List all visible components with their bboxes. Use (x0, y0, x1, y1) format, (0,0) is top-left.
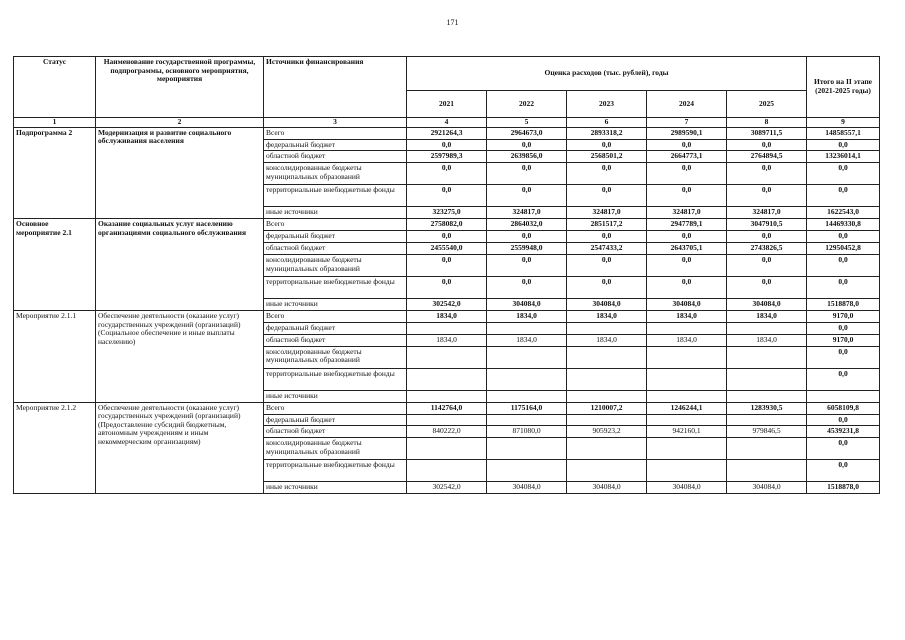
value-cell (407, 460, 487, 482)
source-cell: консолидированные бюджеты муниципальных образований (264, 254, 407, 276)
value-cell: 2559948,0 (487, 242, 567, 254)
value-cell: 2758082,0 (407, 219, 487, 231)
value-cell: 1834,0 (487, 310, 567, 322)
header-status: Статус (14, 57, 96, 118)
source-cell: федеральный бюджет (264, 322, 407, 334)
total-cell (807, 390, 880, 402)
value-cell: 0,0 (407, 276, 487, 298)
value-cell: 1283930,5 (727, 402, 807, 414)
source-cell: территориальные внебюджетные фонды (264, 460, 407, 482)
index-cell: 4 (407, 118, 487, 128)
value-cell (567, 390, 647, 402)
table-row (14, 310, 880, 322)
value-cell (487, 368, 567, 390)
source-cell: федеральный бюджет (264, 414, 407, 426)
index-cell: 1 (14, 118, 96, 128)
value-cell: 2643705,1 (647, 242, 727, 254)
total-cell: 0,0 (807, 460, 880, 482)
source-cell: федеральный бюджет (264, 139, 407, 151)
value-cell: 0,0 (487, 185, 567, 207)
status-cell: Основное мероприятие 2.1 (14, 219, 96, 311)
value-cell (727, 460, 807, 482)
value-cell: 2547433,2 (567, 242, 647, 254)
value-cell: 1175164,0 (487, 402, 567, 414)
value-cell (487, 438, 567, 460)
name-cell: Модернизация и развитие социального обслуживания населения (96, 127, 264, 219)
value-cell: 1834,0 (727, 334, 807, 346)
index-cell: 6 (567, 118, 647, 128)
value-cell (647, 390, 727, 402)
value-cell: 2764894,5 (727, 151, 807, 163)
status-cell: Подпрограмма 2 (14, 127, 96, 219)
total-cell: 0,0 (807, 185, 880, 207)
total-cell: 0,0 (807, 231, 880, 243)
value-cell: 304084,0 (727, 482, 807, 494)
source-cell: консолидированные бюджеты муниципальных образований (264, 346, 407, 368)
value-cell (487, 460, 567, 482)
source-cell: областной бюджет (264, 242, 407, 254)
value-cell: 1834,0 (567, 310, 647, 322)
value-cell: 0,0 (407, 163, 487, 185)
value-cell: 1142764,0 (407, 402, 487, 414)
total-cell: 6058109,8 (807, 402, 880, 414)
source-cell: иные источники (264, 482, 407, 494)
total-cell: 1518878,0 (807, 482, 880, 494)
total-cell: 9170,0 (807, 310, 880, 322)
value-cell: 0,0 (647, 276, 727, 298)
value-cell: 2597989,3 (407, 151, 487, 163)
source-cell: Всего (264, 219, 407, 231)
value-cell: 0,0 (567, 231, 647, 243)
value-cell (487, 414, 567, 426)
value-cell: 304084,0 (567, 482, 647, 494)
value-cell (727, 346, 807, 368)
value-cell: 2947789,1 (647, 219, 727, 231)
value-cell: 302542,0 (407, 298, 487, 310)
header-total: Итого на II этапе (2021-2025 годы) (807, 57, 880, 118)
index-cell: 3 (264, 118, 407, 128)
total-cell: 0,0 (807, 322, 880, 334)
source-cell: областной бюджет (264, 426, 407, 438)
value-cell (647, 368, 727, 390)
index-cell: 5 (487, 118, 567, 128)
value-cell: 0,0 (727, 276, 807, 298)
name-cell: Оказание социальных услуг населению организациями социального обслуживания (96, 219, 264, 311)
value-cell (407, 438, 487, 460)
value-cell (567, 346, 647, 368)
value-cell (567, 438, 647, 460)
header-year: 2022 (487, 91, 567, 118)
header-estimate: Оценка расходов (тыс. рублей), годы (407, 57, 807, 91)
total-cell: 0,0 (807, 346, 880, 368)
value-cell: 0,0 (487, 276, 567, 298)
value-cell: 323275,0 (407, 207, 487, 219)
value-cell: 1834,0 (567, 334, 647, 346)
value-cell: 0,0 (407, 185, 487, 207)
value-cell: 0,0 (567, 254, 647, 276)
value-cell: 2568501,2 (567, 151, 647, 163)
source-cell: областной бюджет (264, 334, 407, 346)
source-cell: территориальные внебюджетные фонды (264, 368, 407, 390)
total-cell: 12950452,8 (807, 242, 880, 254)
total-cell: 0,0 (807, 414, 880, 426)
value-cell: 871080,0 (487, 426, 567, 438)
value-cell (567, 368, 647, 390)
total-cell: 0,0 (807, 368, 880, 390)
value-cell: 979846,5 (727, 426, 807, 438)
value-cell: 0,0 (567, 276, 647, 298)
value-cell: 2743826,5 (727, 242, 807, 254)
total-cell: 0,0 (807, 438, 880, 460)
value-cell: 2921264,3 (407, 127, 487, 139)
total-cell: 0,0 (807, 163, 880, 185)
value-cell (567, 322, 647, 334)
value-cell (647, 438, 727, 460)
name-cell: Обеспечение деятельности (оказание услуг) государственных учреждений (организаций) (Предоставление субсидий бюджетным, автономным учреждениям и иным некоммерческим организациям) (96, 402, 264, 494)
name-cell: Обеспечение деятельности (оказание услуг) государственных учреждений (организаций) (Социальное обеспечение и иные выплаты населению) (96, 310, 264, 402)
value-cell (487, 346, 567, 368)
value-cell (727, 438, 807, 460)
total-cell: 14469330,8 (807, 219, 880, 231)
source-cell: федеральный бюджет (264, 231, 407, 243)
value-cell: 0,0 (407, 231, 487, 243)
header-year: 2025 (727, 91, 807, 118)
value-cell: 304084,0 (647, 482, 727, 494)
source-cell: Всего (264, 127, 407, 139)
value-cell: 0,0 (487, 139, 567, 151)
value-cell: 324817,0 (487, 207, 567, 219)
value-cell (407, 346, 487, 368)
header-sources: Источники финансирования (264, 57, 407, 118)
table-row (14, 219, 880, 231)
value-cell: 2989590,1 (647, 127, 727, 139)
value-cell: 0,0 (487, 163, 567, 185)
value-cell (647, 414, 727, 426)
value-cell (727, 322, 807, 334)
total-cell: 0,0 (807, 254, 880, 276)
source-cell: иные источники (264, 390, 407, 402)
value-cell: 905923,2 (567, 426, 647, 438)
value-cell: 1834,0 (487, 334, 567, 346)
total-cell: 0,0 (807, 276, 880, 298)
value-cell: 324817,0 (727, 207, 807, 219)
value-cell: 0,0 (487, 231, 567, 243)
value-cell: 1834,0 (407, 310, 487, 322)
value-cell: 1246244,1 (647, 402, 727, 414)
value-cell: 0,0 (407, 254, 487, 276)
source-cell: иные источники (264, 207, 407, 219)
index-cell: 2 (96, 118, 264, 128)
value-cell: 3089711,5 (727, 127, 807, 139)
source-cell: Всего (264, 310, 407, 322)
value-cell: 2864032,0 (487, 219, 567, 231)
value-cell (567, 460, 647, 482)
value-cell: 2893318,2 (567, 127, 647, 139)
value-cell: 304084,0 (727, 298, 807, 310)
value-cell (487, 322, 567, 334)
value-cell: 0,0 (567, 163, 647, 185)
total-cell: 1622543,0 (807, 207, 880, 219)
value-cell: 0,0 (647, 163, 727, 185)
index-cell: 7 (647, 118, 727, 128)
value-cell: 0,0 (487, 254, 567, 276)
page-number: 171 (446, 18, 459, 27)
total-cell: 4539231,8 (807, 426, 880, 438)
header-year: 2024 (647, 91, 727, 118)
budget-table (13, 56, 880, 494)
value-cell (727, 368, 807, 390)
value-cell: 1834,0 (647, 310, 727, 322)
value-cell: 0,0 (727, 163, 807, 185)
source-cell: территориальные внебюджетные фонды (264, 276, 407, 298)
source-cell: областной бюджет (264, 151, 407, 163)
value-cell: 304084,0 (487, 482, 567, 494)
header-year: 2021 (407, 91, 487, 118)
value-cell: 0,0 (647, 231, 727, 243)
value-cell: 840222,0 (407, 426, 487, 438)
total-cell: 0,0 (807, 139, 880, 151)
status-cell: Мероприятие 2.1.2 (14, 402, 96, 494)
source-cell: Всего (264, 402, 407, 414)
value-cell: 1834,0 (727, 310, 807, 322)
value-cell (487, 390, 567, 402)
source-cell: иные источники (264, 298, 407, 310)
value-cell: 304084,0 (567, 298, 647, 310)
index-cell: 9 (807, 118, 880, 128)
value-cell: 0,0 (647, 254, 727, 276)
value-cell (407, 322, 487, 334)
value-cell (647, 322, 727, 334)
value-cell: 304084,0 (487, 298, 567, 310)
value-cell (407, 368, 487, 390)
value-cell: 0,0 (567, 139, 647, 151)
value-cell: 1210007,2 (567, 402, 647, 414)
value-cell: 0,0 (407, 139, 487, 151)
value-cell: 1834,0 (407, 334, 487, 346)
value-cell: 3047910,5 (727, 219, 807, 231)
value-cell: 0,0 (647, 139, 727, 151)
source-cell: консолидированные бюджеты муниципальных образований (264, 438, 407, 460)
index-row (14, 118, 880, 128)
index-cell: 8 (727, 118, 807, 128)
source-cell: территориальные внебюджетные фонды (264, 185, 407, 207)
total-cell: 14858557,1 (807, 127, 880, 139)
value-cell: 0,0 (727, 185, 807, 207)
value-cell: 2664773,1 (647, 151, 727, 163)
value-cell: 0,0 (727, 254, 807, 276)
value-cell (567, 414, 647, 426)
value-cell: 0,0 (727, 231, 807, 243)
value-cell: 324817,0 (567, 207, 647, 219)
value-cell: 2639856,0 (487, 151, 567, 163)
value-cell: 2455540,0 (407, 242, 487, 254)
value-cell: 2851517,2 (567, 219, 647, 231)
total-cell: 13236014,1 (807, 151, 880, 163)
value-cell (727, 414, 807, 426)
value-cell: 324817,0 (647, 207, 727, 219)
status-cell: Мероприятие 2.1.1 (14, 310, 96, 402)
total-cell: 9170,0 (807, 334, 880, 346)
value-cell (647, 346, 727, 368)
value-cell: 0,0 (647, 185, 727, 207)
value-cell (727, 390, 807, 402)
value-cell (647, 460, 727, 482)
value-cell: 302542,0 (407, 482, 487, 494)
value-cell: 0,0 (567, 185, 647, 207)
value-cell (407, 414, 487, 426)
header-name: Наименование государственной программы, подпрограммы, основного мероприятия, мероприятия (96, 57, 264, 118)
value-cell: 1834,0 (647, 334, 727, 346)
value-cell: 304084,0 (647, 298, 727, 310)
source-cell: консолидированные бюджеты муниципальных образований (264, 163, 407, 185)
table-row (14, 127, 880, 139)
value-cell: 942160,1 (647, 426, 727, 438)
value-cell (407, 390, 487, 402)
value-cell: 0,0 (727, 139, 807, 151)
table-row (14, 402, 880, 414)
value-cell: 2964673,0 (487, 127, 567, 139)
total-cell: 1518878,0 (807, 298, 880, 310)
header-year: 2023 (567, 91, 647, 118)
